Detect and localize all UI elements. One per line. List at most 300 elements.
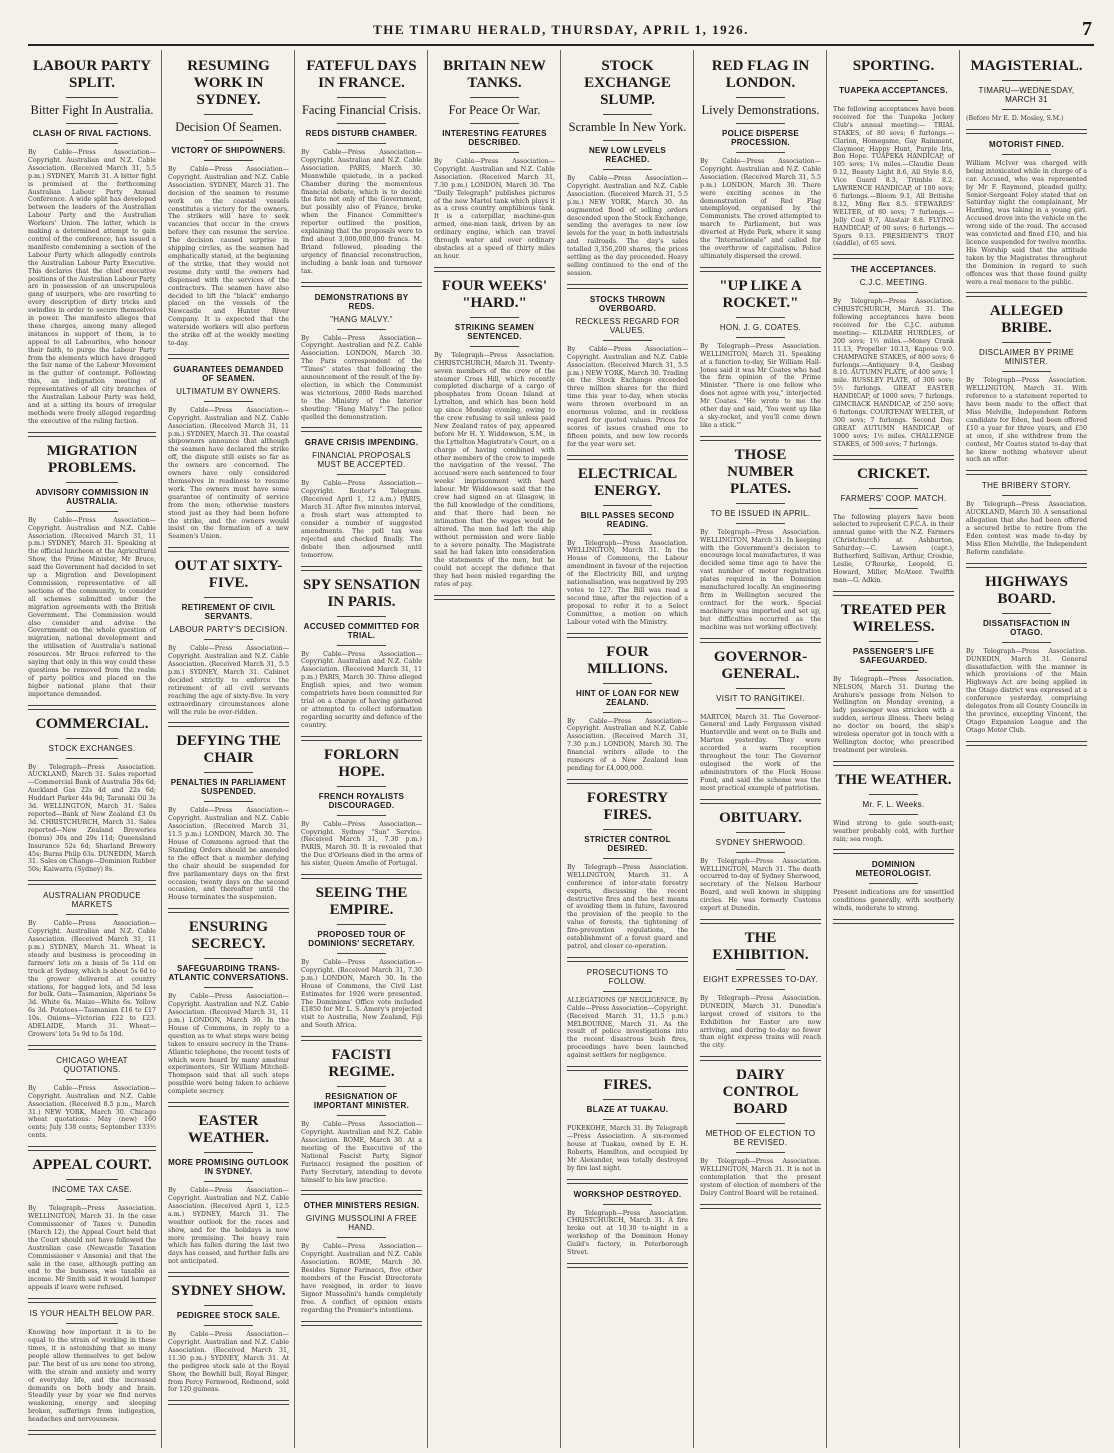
deck: ADVISORY COMMISSION IN AUSTRALIA. [35,487,149,506]
divider [66,97,117,98]
deck: ACCUSED COMMITTED FOR TRIAL. [303,621,420,640]
article-body: William McIver was charged with being intoxicated while in charge of a car. Accused, who was represented by Mr F. Raymond, pleaded guilty. Senior-Sergeant Foley stated that on Saturday night the complainant, Mr Harding, was taking in a young girl. Accused drove into the vehicle on the wrong side of the road. The accused was convicted and fined £10, and his licence suspended for twelve months. His Worship said that the attitude taken by the Magistrates throughout the Dominion in regard to such offences was that those found guilty were a real menace to the public. [966,159,1087,286]
article-body: By Telegraph—Press Association. WELLINGTON, March 31. In the House of Commons, the Labour amendment in favour of the rejection of the Electricity Bill, and urging nationalisation, was negatived by 295 votes to 127. The Bill was read a second time, after the rejection of a proposal to refer it to a Select Committee, a motion on which Labour voted with the Ministry. [567,539,688,626]
article [301,885,422,1041]
divider [966,563,1087,568]
divider [736,969,784,970]
subdeck: TIMARU—WEDNESDAY, MARCH 31 [978,86,1075,104]
divider [869,80,917,81]
subdeck: CHICAGO WHEAT QUOTATIONS. [56,1055,128,1074]
divider [1002,80,1050,81]
article-body: By Telegraph—Press Association. WELLINGTON, March 31. It is not in contemplation that the present system of election of members of the Dairy Control Board will be retained. [700,1158,821,1197]
article-body: By Cable—Press Association—Copyright. Australian and N.Z. Cable Association. SYDNEY, March 31. The decision of the seamen to resume work on the coastal vessels constitutes a victory for the owners. The strikers will have to seek vacancies that occur in the crews before they can resume the service. The decision caused surprise in shipping circles, as the seamen had emphatically stated, at the beginning of the strike, that they would not resume duty until the owners had dispensed with the services of the contractors. The seamen have also decided to lift the "black" embargo placed on the vessels of the Newcastle and Hunter River Company. It is expected that the waterside workers will also perform the strike off at the weekly meeting to-day. [168,166,289,347]
divider [337,123,385,124]
divider [567,633,688,638]
article [28,716,156,886]
article [301,438,422,570]
article [966,574,1087,746]
headline: "UP LIKE A ROCKET." [719,277,802,311]
divider [966,292,1087,297]
article [168,1283,289,1405]
article-body: By Telegraph—Press Association. WELLINGTON, March 31. In the case Commissioner of Taxes v. Dunedin (March 12), the Appeal Court held that the Court should not have followed the Australian case (Newcastle Taxation Commissioner v Ansonia) and that the sale in the case, although putting an end to the business, was taxable as income. Mr Smith said it would hamper appeals if leave were refused. [28,1205,156,1292]
divider [434,267,555,272]
divider [736,123,784,124]
article-body: By Cable—Press Association—Copyright. Australian and N.Z. Cable Association. (Received March 31, 5.5 p.m.) SYDNEY, March 31. Cabinet decided strictly to enforce the retirement of all civil servants reaching the age of sixty-five. In very extraordinary circumstances alone will the rule be over-ridden. [168,645,289,716]
divider [66,1199,117,1200]
article [567,466,688,638]
divider [869,814,917,815]
headline: RESUMING WORK IN SYDNEY. [187,58,270,108]
divider [603,140,651,141]
divider [470,317,518,318]
subheadline: Bitter Fight In Australia. [30,103,154,117]
deck: THE ACCEPTANCES. [850,265,937,275]
article [833,58,954,259]
divider [301,1036,422,1041]
headline: GOVERNOR-GENERAL. [713,648,808,682]
article-body: By Cable—Press Association—Copyright. Australian and N.Z. Cable Association. PARIS, March 30. Meanwhile quietude, in a packed Chamber during the momentous financial debate, which is to decide the fate not only of the Government, but possibly also of France, broke when the Finance Committee's reporter outlined the position, explaining that the proposals were to find about 3,000,000,000 francs. M. Briand followed, pleading the urgency of financial reconstruction, including a bank loan and turnover tax. [301,149,422,275]
subdeck: TO BE ISSUED IN APRIL. [710,508,811,518]
article-body: By Cable—Press Association—Copyright. Australian and N.Z. Cable Association. ROME, March 30. At a meeting of the Executive of the National Fascist Party, Signor Farinacci resigned the position of Party Secretary, intending to devote himself to his law practice. [301,1121,422,1184]
deck: OTHER MINISTERS RESIGN. [303,1201,420,1211]
article [567,1190,688,1268]
newspaper-title: THE TIMARU HERALD, THURSDAY, APRIL 1, 1926. [373,22,749,37]
divider [736,1152,784,1153]
headline: THE EXHIBITION. [712,929,809,963]
article [966,481,1087,567]
article [168,558,289,727]
headline: ELECTRICAL ENERGY. [577,465,678,499]
article-body: By Telegraph—Press Association. CHRISTCHURCH, March 31. The following acceptances have been received for the C.J.C. autumn meeting:— KILDARE HURDLES, of 200 sovs; 1½ miles.—Money Crank 11.13, Propeller 10.13, Kapoua 9.0. CHAMPAGNE STAKES, of 800 sovs; 6 furlongs.—Antiquary 9.4, Gasbag 8.10. AUTUMN PLATE, of 400 sovs; 1 mile. RUSSLEY PLATE, of 300 sovs; 5½ furlongs. GREAT EASTER HANDICAP, of 1000 sovs; 7 furlongs. GIMCRACK HANDICAP, of 250 sovs; 6 furlongs. COURTENAY WELTER, of 300 sovs; 7 furlongs. Second Day. GREAT AUTUMN HANDICAP, of 1000 sovs; 1½ miles. CHALLENGE STAKES, of 500 sovs; 7 furlongs. [833,298,954,448]
deck: PEDIGREE STOCK SALE. [176,1311,281,1321]
article [567,644,688,784]
headline: LABOUR PARTY SPLIT. [33,58,151,91]
headline: FOUR WEEKS' "HARD." [441,277,548,311]
deck: BILL PASSES SECOND READING. [580,510,675,529]
article-body: (Before Mr E. D. Mosley, S.M.) [966,115,1064,122]
divider [204,140,252,141]
divider [301,1190,422,1195]
divider [700,436,821,441]
deck: MORE PROMISING OUTLOOK IN SYDNEY. [168,1158,289,1177]
article-body: By Cable—Press Association—Copyright. Australian and N.Z. Cable Association. (Received March 31, 11 p.m.) SYDNEY, March 31. Wheat is steady and business is proceeding in farmers' lots on a basis of 5s 11d on truck at Sydney, which is about 5s 6d to the grower delivered at country stations, for bagged lots, and 5d less for bulk. Oats—Tasmanian, Algerians 5s 3d. White 6s. Maize—White 6s. Yellow 6s 3d. Potatoes—Tasmanian £16 to £17 10s. Onions—Victorian £22 to £23. ADELAIDE, March 31. Wheat—Growers' lots 5s 9d to 5s 10d. [28,920,156,1038]
divider [603,829,651,830]
deck: STOCKS THROWN OVERBOARD. [589,294,666,313]
divider [337,143,385,144]
divider [603,991,651,992]
article-body: Wind strong to gale south-east; weather probably cold, with further rain; sea rough. [833,819,954,843]
subdeck: SYDNEY SHERWOOD. [715,837,806,847]
article [567,790,688,962]
divider [204,772,252,773]
divider [567,957,688,962]
divider [28,432,156,437]
divider [337,1086,385,1087]
deck: SAFEGUARDING TRANS-ATLANTIC CONVERSATIONS. [168,964,289,983]
article-body: The following acceptances have been received for the Tuapeka Jockey Club's annual meeting:— TRIAL STAKES, of 80 sovs; 6 furlongs.—Clarion, Homegame, Gay Rainment, Claymoor, Happy Hunt, Purple Iris, Bon Hope. TUAPEKA HANDICAP, of 105 sovs; 1¼ miles.—Claudie Dean 9.12, Beauty Light 8.6, All Style 8.6, Vice Guard 8.3, Trimble 8.2. LAWRENCE HANDICAP, of 100 sovs; 6 furlongs.—Bloom 9.1, All Britishe 8.12, Ming Rex 8.5. STEWARDS' WELTER, of 80 sovs; 7 furlongs.—Jolly Coal 9.7, Alastair 8.8. FLYING HANDICAP, of 90 sovs; 6 furlongs.—Spurs 9.13. PRESIDENT'S TROT (saddle), of 65 sovs. [833,106,954,248]
headline: HIGHWAYS BOARD. [985,573,1068,607]
divider [1002,109,1050,110]
article-body: By Cable—Press Association—Copyright. Australian and N.Z. Cable Association. (Received March 31, 7.30 p.m.) LONDON, March 30. The "Daily Telegraph" publishes pictures of the new Martel tank which plays it as a cross country amphibious tank. It is a caterpillar, machine-gun armed, one-man tank, driven by an ordinary engine, which can travel through water and over ordinary obstacles at a speed of thirty miles an hour. [434,158,555,260]
article-body: By Telegraph—Press Association. AUCKLAND, March 30. A sensational allegation that she had been offered a secured bribe to retire from the Eden contest was made to-day by Miss Ellen Melville, the Independent Reform candidate. [966,501,1087,556]
divider [28,1146,156,1151]
divider [869,488,917,489]
column-5 [560,50,693,1448]
column-4 [427,50,560,1448]
divider [736,503,784,504]
subdeck: AUSTRALIAN PRODUCE MARKETS [43,891,141,910]
divider [603,505,651,506]
subdeck: STOCK EXCHANGES. [48,743,136,753]
divider [28,1430,156,1435]
deck: DEMONSTRATIONS BY REDS. [314,292,409,311]
divider [700,799,821,804]
divider [28,1298,156,1303]
subdeck: EIGHT EXPRESSES TO-DAY. [703,974,818,984]
divider [337,645,385,646]
divider [700,1204,821,1209]
divider [603,1099,651,1100]
deck: RESIGNATION OF IMPORTANT MINISTER. [313,1092,410,1111]
deck: REDS DISTURB CHAMBER. [305,129,418,138]
article [301,1047,422,1195]
headline: TREATED PER WIRELESS. [840,601,947,635]
article-body: By Cable—Press Association—Copyright. Australian and N.Z. Cable Association. ROME, March 30. Besides Signor Farinacci, five other members of the Fascist Directorate have resigned, in order to leave Signor Mussolini's hands completely free. A conflict of opinion exists regarding the Premier's intentions. [301,1243,422,1314]
subdeck: ULTIMATUM BY OWNERS. [176,386,281,396]
divider [1002,495,1050,496]
article [168,58,289,359]
headline: EASTER WEATHER. [188,1113,269,1147]
subdeck: VISIT TO RANGITIKEI. [716,693,805,703]
divider [1002,342,1050,343]
column-3 [294,50,427,1448]
column-8 [959,50,1092,1448]
divider [869,670,917,671]
divider [603,712,651,713]
divider [833,761,954,766]
divider [168,354,289,359]
divider [869,794,917,795]
divider [470,152,518,153]
deck: FRENCH ROYALISTS DISCOURAGED. [318,791,405,810]
article [301,293,422,433]
article [301,577,422,741]
deck: HINT OF LOAN FOR NEW ZEALAND. [576,688,679,707]
article-body: By Cable—Press Association—Copyright. Australian and N.Z. Cable Association. (Received 8.5 p.m., March 31.) NEW YORK, March 30. Chicago wheat quotations: May (new) 160 cents; July 138 cents; September 133½ cents. [28,1084,156,1140]
divider [736,832,784,833]
divider [567,455,688,460]
article [28,58,156,437]
article [833,772,954,855]
divider [833,254,954,259]
deck: CLASH OF RIVAL FACTIONS. [32,129,152,138]
headline: MAGISTERIAL. [970,58,1083,74]
divider [28,880,156,885]
deck: DOMINION METEOROLOGIST. [855,860,932,879]
article [168,1113,289,1277]
divider [603,114,651,115]
article-body: By Cable—Press Association—Copyright. Australian and N.Z. Cable Association. LONDON, March 30. The Paris correspondent of the "Times" states that following the announcement of the result of the by-election, in which the Communist was victorious, 2000 Reds marched to the Ministry of the Interior shouting: "Hang Malvy." The police quelled the demonstration. [301,334,422,421]
divider [700,638,821,643]
divider [66,123,117,124]
subheadline: Scramble In New York. [568,120,687,134]
divider [736,317,784,318]
headline: FACISTI REGIME. [328,1047,395,1081]
deck: PASSENGER'S LIFE SAFEGUARDED. [852,646,935,665]
headline: STOCK EXCHANGE SLUMP. [584,58,671,108]
divider [301,282,422,287]
subdeck: THE BRIBERY STORY. [981,481,1072,491]
article-body: By Cable—Press Association—Copyright. (Received March 31, 7.30 p.m.) LONDON, March 30. In the House of Commons, the Civil List Estimates for 1926 were presented. The Dominions' Office vote included £1850 for Mr L. S. Amery's projected visit to Australia, New Zealand, Fiji and South Africa. [301,959,422,1030]
subdeck: RECKLESS REGARD FOR VALUES. [575,316,680,335]
article-body: Knowing how important it is to be equal to the strain of working in these times, it is astonishing that so many people allow themselves to get below par. The best of us are none too strong, with the strain and anxiety and worry of everyday life, and the increased demands on both body and brain. Steadily year by year we find nerves weakening, energy and sleeping broken, sufferings from indigestion, headaches and nervousness. [28,1329,156,1424]
headline: ALLEGED BRIBE. [989,303,1064,337]
divider [66,1323,117,1324]
divider [301,874,422,879]
headline: BRITAIN NEW TANKS. [443,58,546,91]
subheadline: Decision Of Seamen. [175,120,282,134]
divider [337,924,385,925]
divider [966,741,1087,746]
divider [1002,642,1050,643]
headline: MIGRATION PROBLEMS. [46,442,138,476]
headline: OUT AT SIXTY-FIVE. [174,558,283,592]
article-body: By Telegraph—Press Association. WELLINGTON, March 31. A conference of inter-state forestry experts, discussing the recent destructive fires and the best means of avoiding them in future, favoured the provision of the people to the value of forests, the tightening of fire-prevention regulations, the establishment of a forest guard and patrol, and closer co-operation. [567,863,688,950]
deck: TUAPEKA ACCEPTANCES. [839,86,948,95]
article-body: The following players have been selected to represent C.F.C.A. in their annual game with the N.Z. Farmers (Christchurch) at Ashburton, Saturday:—C. Lawson (capt.), Rutherford, Sullivan, Arthur, Crosbie, Leslie, O'Rourke, Leopold, G. Howard, Miller, McAteer. Twelfth man—G. Adkin. [833,513,954,584]
subheadline: Lively Demonstrations. [701,103,820,117]
divider [168,1400,289,1405]
divider [204,597,252,598]
article-body: By Cable—Press Association—Copyright. Australian and N.Z. Cable Association. (Received March 31, 5.5 p.m.) LONDON, March 30. There were exciting scenes in the demonstration of Red Flag unemployed, organised by the Communists. The crowd attempted to march to Parliament, but was diverted at Hyde Park, where it sang the "Internationale" and called for the overthrow of capitalism. Police ultimately dispersed the crowd. [700,158,821,260]
divider [1002,613,1050,614]
article-body: By Cable—Press Association—Copyright. Reuter's Telegram. (Received April 1, 12 a.m.) PARIS, March 31. After five minutes interval, a fresh start was attempted to consider a number of suggested amendments. The poll tax was rejected and checked finally. The debate then adjourned until tomorrow. [301,480,422,559]
divider [204,401,252,402]
divider [603,169,651,170]
divider [869,100,917,101]
columns-container [28,50,1092,1448]
divider [966,470,1087,475]
article-body: By Cable—Press Association—Copyright. Australian and N.Z. Cable Association. (Received March 31, 11.30 p.m.) SYDNEY, March 31. At the pedigree stock sale at the Royal Show, the Bowhill bull, Royal Ringer, from Percy Fernwood, Redmond, sold for 120 guineas. [168,1331,289,1394]
article [434,278,555,600]
article [833,860,954,924]
divider [168,722,289,727]
article [700,58,821,272]
article [168,919,289,1107]
divider [736,337,784,338]
divider [337,786,385,787]
deck: WORKSHOP DESTROYED. [573,1189,682,1199]
subheadline: For Peace Or War. [448,103,541,117]
divider [603,858,651,859]
headline: FIRES. [603,1077,652,1094]
divider [337,329,385,330]
article [301,1201,422,1325]
article [700,1067,821,1209]
page-number: 7 [1082,18,1092,40]
article [700,930,821,1061]
article-body: By Cable—Press Association—Copyright. Australian and N.Z. Cable Association. (Received March 31, 11 p.m.) SYDNEY, March 31. Speaking at the official luncheon at the Agricultural Show, the Prime Minister, Mr Bruce, said the Government had decided to set up a Migration and Development Commission, representative of all sections of the community, to consider all schemes submitted under the migration agreements with the British Government. The Commission would also consider and advise the Government on the whole question of migration, national development and the utilisation of Australia's national resources. Mr Bruce referred to the saying that only in this way could these questions be removed from the realm of party politics and placed on the higher national plane that their importance demanded. [28,516,156,698]
divider [700,919,821,924]
headline: OBITUARY. [719,809,802,826]
divider [736,1123,784,1124]
headline: SPORTING. [852,58,935,74]
divider [567,1066,688,1071]
headline: THOSE NUMBER PLATES. [727,446,794,497]
article-body: By Telegraph—Press Association. AUCKLAND, March 31. Sales reported—Commercial Bank of Australia 38s 6d; Auckland Gas 22s 4d and 22s 6d; Huddart Parker 44s 9d; Taranaki Oil 3s 3d. WELLINGTON, March 31. Sales reported—Bank of New Zealand £3 0s 3d. CHRISTCHURCH, March 31. Sales reported—New Zealand Breweries (bonus) 30s and 29s 11d; Queensland Insurance 52s 6d; Sharland Brewery 45s; Burns Philp 63s. DUNEDIN, March 31. Sales on Change—Dominion Rubber 50s; Kaiwarra (Sydney) 8s. [28,763,156,874]
deck: NEW LOW LEVELS REACHED. [588,146,667,164]
column-6 [693,50,826,1448]
article [28,1056,156,1151]
divider [337,474,385,475]
divider [28,705,156,710]
article-body: By Telegraph—Press Association. CHRISTCHURCH, March 31. A fire broke out at 10.30 to-night in a workshop of the Dominion Honey Guild's factory, in Peterborough Street. [567,1209,688,1257]
divider [869,641,917,642]
article [833,265,954,459]
headline: COMMERCIAL. [35,715,149,732]
divider [603,534,651,535]
article [168,733,289,913]
divider [168,547,289,552]
article-body: PUKEKOHE, March 31. By Telegraph—Press Association. A six-roomed house at Tuakau, owned by E. H. Roberts, Hamilton, and occupied by Mr Alexander, was totally destroyed by fire last night. [567,1125,688,1172]
divider [869,292,917,293]
article [700,447,821,643]
article [966,140,1087,298]
article-body: By Telegraph—Press Association. WELLINGTON, March 31. Speaking at a function to-day, Sir William Hall-Jones said it was Mr Coates who had the firm opinion of the Prime Minister. "There is one fellow who does not agree with you," interjected Mr Coates. "He wrote to me the other day and said, 'You went up like a sky-rocket, and you'll come down like a stick.'" [700,342,821,429]
article-body: By Cable—Press Association—Copyright. Australian and N.Z. Cable Association. (Received April 1, 12.5 a.m.) SYDNEY, March 31. The weather outlook for the races and show, and for the holidays is now more promising. The heavy rain which has fallen during the last two days has ceased, and further falls are not anticipated. [168,1187,289,1266]
divider [736,989,784,990]
deck: GRAVE CRISIS IMPENDING. [304,438,419,448]
article [28,891,156,1050]
article [434,58,555,272]
article-body: By Telegraph—Press Association. CHRISTCHURCH, March 31. Twenty-seven members of the crew of the steamer Cross Hill, which recently completed discharge of a cargo of phosphates from Ocean Island at Lyttelton, and which has been held up since Monday evening, owing to the crew refusing to sail unless paid New Zealand rates of pay, appeared before Mr H. Y. Widdowson, S.M., in the Lyttelton Magistrate's Court, on a charge of having combined with other members of the crew to impede the navigation of the vessel. The accused were each sentenced to four weeks' imprisonment with hard labour. Mr Widdowson said that the crew had signed on at Glasgow, in the full knowledge of the conditions, and that there had been no intimation that the wages would be altered. The men had left the ship without permission and were liable to a severe penalty. The Magistrate said he had taken into consideration the statements of the men, but he could not accept the defence that they had been misled regarding the rates of pay. [434,351,555,589]
article [966,303,1087,475]
deck: BLAZE AT TUAKAU. [586,1105,669,1115]
column-7 [826,50,959,1448]
headline: APPEAL COURT. [32,1157,152,1174]
article [567,58,688,289]
article [28,443,156,710]
deck: PENALTIES IN PARLIAMENT SUSPENDED. [170,778,287,797]
article-body: By Cable—Press Association—Copyright. Australian and N.Z. Cable Association. (Received March 31, 5.5 p.m.) NEW YORK, March 30. Trading on the Stock Exchange exceeded three million shares for the third time this year to-day, when stocks were thrown overboard in an enormous volume, and in reckless regard for quoted values. Prices for scores of issues crashed one to fifteen points, and new low records for the year were set. [567,345,688,448]
divider [567,284,688,289]
article-body: By Telegraph—Press Association. WELLINGTON, March 31. With reference to a statement reported to have been made to the effect that Miss Melville, Independent Reform candidate for Eden, had been offered £10 a year for three years, and £50 at once, if she withdrew from the contest, Mr Coates stated to-day that he knew nothing whatever about such an offer. [966,377,1087,464]
article [567,968,688,1071]
divider [204,1181,252,1182]
deck: GUARANTEES DEMANDED OF SEAMEN. [173,364,284,383]
divider [337,815,385,816]
divider [168,1272,289,1277]
article-body: By Cable—Press Association—Copyright. Australian and N.Z. Cable Association. (Received March 31, 11 p.m.) SYDNEY, March 31. The coastal shipowners announce that although the seamen have declared the strike off, the dispute still exists so far as the owners are concerned. The owners have only considered themselves in readiness to resume work. The owners must have some guarantee of continuity of service from the men; otherwise masters stood just as they had been before the strike, and the owners would insist on the formation of a new Seamen's Union. [168,406,289,541]
subdeck: "HANG MALVY." [330,314,393,324]
divider [66,1079,117,1080]
divider [833,591,954,596]
divider [736,708,784,709]
divider [567,1179,688,1184]
headline: SYDNEY SHOW. [171,1283,286,1300]
divider [204,987,252,988]
divider [736,152,784,153]
article [833,466,954,596]
article-body: By Telegraph—Press Association. WELLINGTON, March 31. The death occurred to-day of Sydney Sherwood, secretary of the Nelson Harbour Board, and well known in shipping circles. He was formerly Customs expert at Dunedin. [700,857,821,913]
divider [434,595,555,600]
article-body: By Cable—Press Association—Copyright. Sydney "Sun" Service. (Received March 31, 7.30 p.m.) PARIS, March 30. It is revealed that the Duc d'Orleans died in the arms of his sister, Queen Amelie of Portugal. [301,820,422,868]
article [301,747,422,879]
subdeck: LABOUR PARTY'S DECISION. [169,625,288,635]
deck: DISSATISFACTION IN OTAGO. [982,618,1071,637]
deck: VICTORY OF SHIPOWNERS. [171,146,286,155]
divider [337,1237,385,1238]
divider [204,958,252,959]
subdeck: METHOD OF ELECTION TO BE REVISED. [705,1129,816,1148]
divider [301,1321,422,1326]
article [567,295,688,460]
divider [736,852,784,853]
divider [66,1179,117,1180]
article-body: MARTON, March 31. The Governor-General and Lady Fergusson visited Hunterville and went on to Bulls and Marton yesterday. They were accorded a warm reception throughout the tour. The Governor eulogised the work of the administrators of the Flock House Fund, and said the scheme was the most practical example of patriotism. [700,713,821,792]
headline: RED FLAG IN LONDON. [711,58,810,91]
article [700,278,821,441]
divider [204,1325,252,1326]
divider [567,779,688,784]
divider [603,340,651,341]
divider [168,1102,289,1107]
divider [736,688,784,689]
subdeck: FINANCIAL PROPOSALS MUST BE ACCEPTED. [312,451,411,470]
divider [337,1115,385,1116]
divider [204,114,252,115]
headline: FOUR MILLIONS. [587,643,668,677]
article-body: By Cable—Press Association—Copyright. Australian and N.Z. Cable Association. (Received March 31, 11 p.m.) LONDON, March 30. In the House of Commons, in reply to a question as to what steps were being taken to ensure secrecy in the Trans-Atlantic telephone, the recent tests of which were heard by many amateur experimenters, Sir William Mitchell-Thompson said that all such steps possible were being taken to achieve complete secrecy. [168,993,289,1096]
divider [337,953,385,954]
article-body: By Cable—Press Association—Copyright. Australian and N.Z. Cable Association. (Received March 31, 11 p.m.) PARIS, March 30. Three alleged English spies, and two women compatriots have been committed for trial on a charge of having gathered or attempted to collect information regarding security and defence of the country. [301,650,422,729]
divider [301,566,422,571]
divider [700,1056,821,1061]
deck: STRICTER CONTROL DESIRED. [584,834,671,853]
headline: FATEFUL DAYS IN FRANCE. [306,58,417,91]
headline: FORLORN HOPE. [324,746,399,780]
deck: POLICE DISPERSE PROCESSION. [722,129,799,147]
divider [204,639,252,640]
article [833,602,954,766]
article-body: By Cable—Press Association—Copyright. Australian and N.Z. Cable Association. (Received March 31, 5.5 p.m.) SYDNEY, March 31. A bitter fight is promised at the forthcoming Australian Labour Party Annual Conference. A wide split has developed between the leaders of the Australian Labour Party and the Australian Workers' Union. The latter, which is making a determined attempt to gain control of the conference, has issued a manifesto condemning a section of the Labour Party which allegedly controls the Australian Labour Party Executive. This declares that the chief executive positions of the Australian Labour Party are in possession of an unscrupulous gang of usurpers, who are resorting to every description of dirty tricks and swindles in order to secure themselves in power. The manifesto alleges that these charges, among many alleged instances in support of them, is to appeal to all Labourites, who honour their faith, to purge the Labour Party from the elements which have dragged the fair name of the Labour Movement in the gutter of contempt. Following this, an indignation meeting of representatives of all city branches of the Australian Labour Party was held, and at a sitting its hours of irregular methods were freely alleged regarding the executive of the ruling faction. [28,149,156,425]
divider [603,1204,651,1205]
article-body: By Telegraph—Press Association. WELLINGTON, March 31. In keeping with the Government's decision to encourage local manufactures, it was decided some time ago to have the vast number of motor registration plates required in the Dominion manufactured locally. An engineering firm in Wellington secured the contract for the work. Special machinery was imported and set up, but difficulties occurred as the machine was not working effectively. [700,528,821,631]
divider [470,97,518,98]
divider [204,160,252,161]
divider [204,1305,252,1306]
column-2 [161,50,294,1448]
divider [869,508,917,509]
column-1 [28,50,161,1448]
article [567,1077,688,1183]
subdeck: Mr. F. L. Weeks. [862,799,925,809]
divider [736,97,784,98]
article [301,58,422,287]
divider [204,801,252,802]
divider [66,482,117,483]
headline: THE WEATHER. [835,771,952,788]
headline: SEEING THE EMPIRE. [315,885,408,919]
divider [66,511,117,512]
headline: DAIRY CONTROL BOARD [722,1067,799,1118]
divider [966,129,1087,134]
divider [337,616,385,617]
article-body: By Telegraph—Press Association. NELSON, March 31. During the Arahura's passage from Nelson to Wellington on Monday evening, a lady passenger was stricken with a sudden, serious illness. There being no doctor on board, the ship's wireless operator got in touch with a Wellington doctor, who prescribed treatment per wireless. [833,675,954,754]
divider [168,908,289,913]
article-body: By Cable—Press Association—Copyright. Australian and N.Z. Cable Association. (Received March 31, 5.5 p.m.) NEW YORK, March 30. An augmented flood of selling orders descended upon the Stock Exchange, sending the averages to new low levels for the year, in both industrials and railroads. The day's sales totalled 3,356,200 shares, the prices settling as the day proceeded. Heavy selling continued to the end of the session. [567,175,688,277]
divider [470,346,518,347]
